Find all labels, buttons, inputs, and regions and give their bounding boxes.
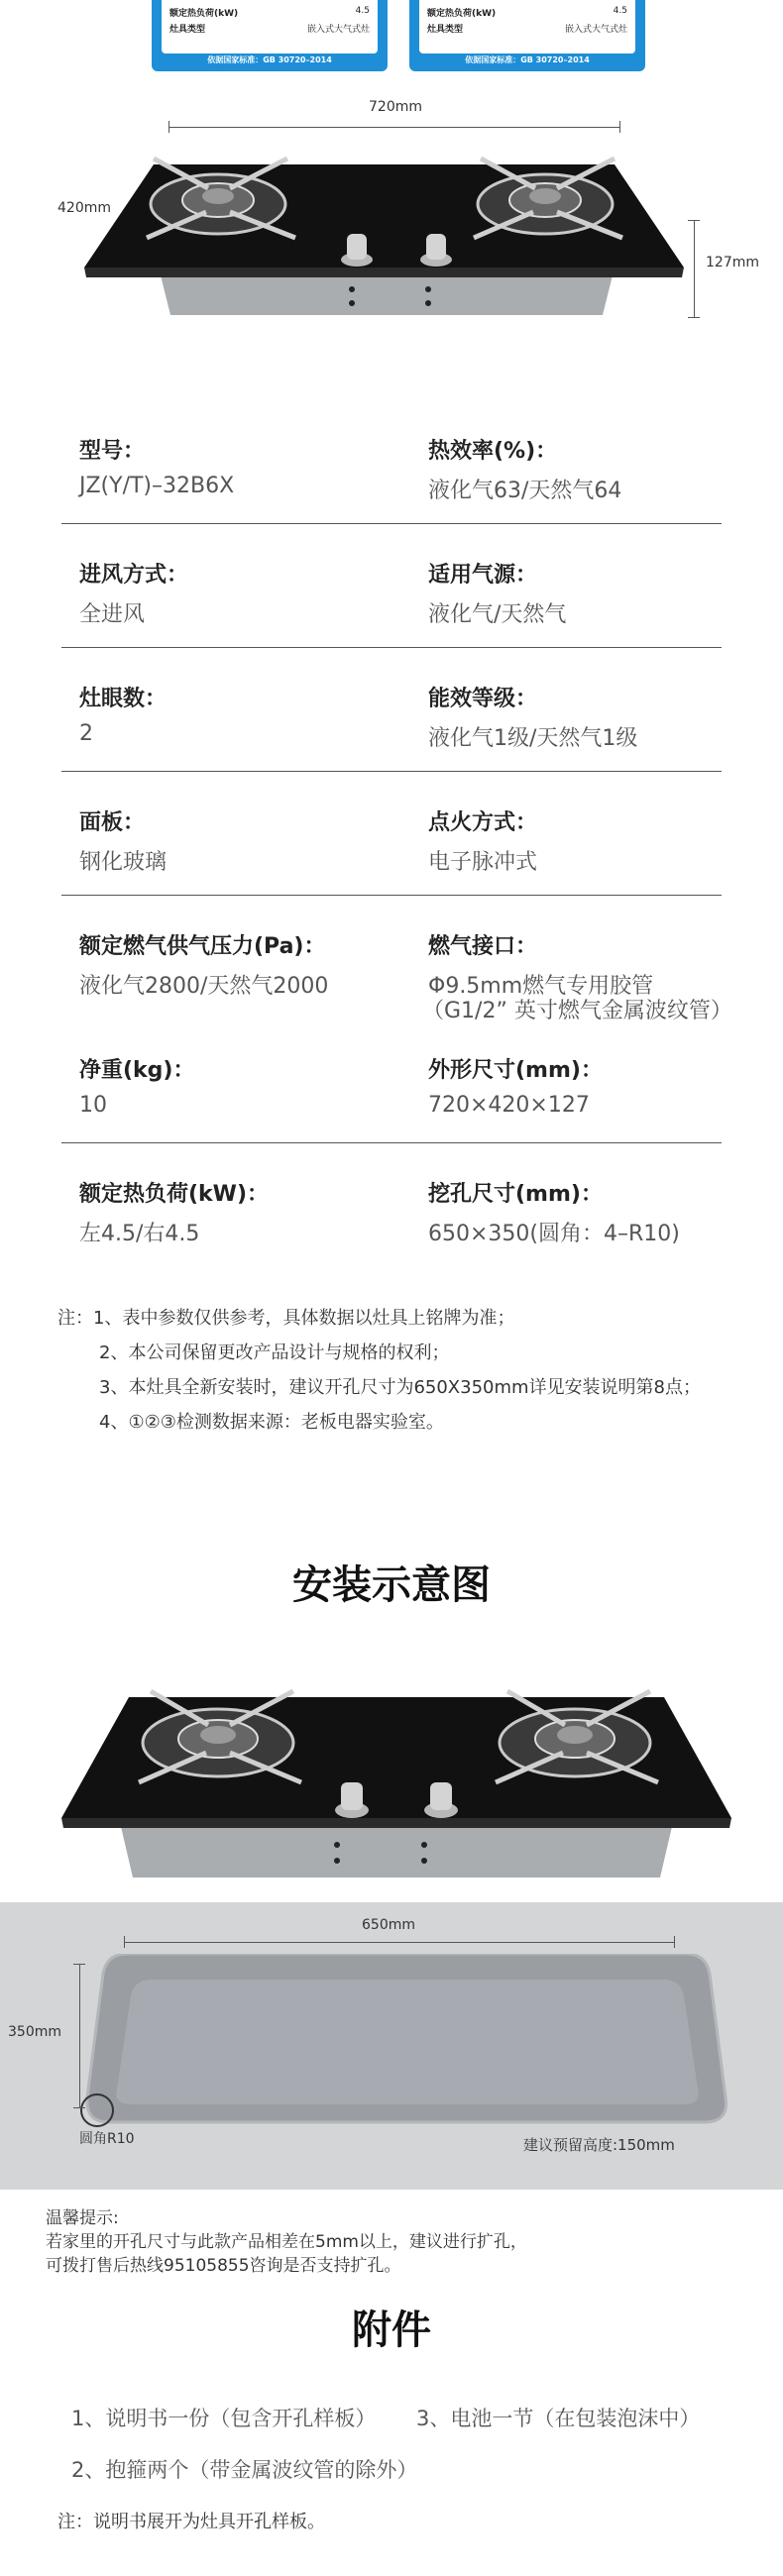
spec-label-pressure: 额定燃气供气压力(Pa)： bbox=[79, 934, 326, 959]
spec-value-gas-interface: Φ9.5mm燃气专用胶管 bbox=[428, 974, 654, 999]
label-row-name: 灶具类型 bbox=[427, 25, 464, 35]
label-row-value: 4.5 bbox=[613, 6, 627, 16]
energy-label-left bbox=[152, 0, 388, 71]
spec-divider bbox=[61, 895, 722, 896]
spec-label-burners: 灶眼数： bbox=[79, 687, 168, 711]
spec-value-gas-source: 液化气/天然气 bbox=[428, 602, 567, 627]
width-dimension-label: 720mm bbox=[369, 99, 422, 115]
accessory-item: 2、抱箍两个（带金属波纹管的除外） bbox=[71, 2458, 418, 2482]
accessory-item: 1、说明书一份（包含开孔样板） bbox=[71, 2407, 377, 2430]
cutout-depth-line bbox=[79, 1964, 80, 2107]
spec-value-pressure: 液化气2800/天然气2000 bbox=[79, 974, 329, 999]
stove-illustration bbox=[59, 139, 704, 327]
spec-label-air-intake: 进风方式： bbox=[79, 563, 189, 588]
label-row-value: 4.5 bbox=[355, 6, 370, 16]
note-line: 2、本公司保留更改产品设计与规格的权利； bbox=[99, 1342, 450, 1363]
spec-value-gas-interface-alt: （G1/2” 英寸燃气金属波纹管） bbox=[422, 999, 732, 1023]
spec-value-efficiency: 液化气63/天然气64 bbox=[428, 479, 622, 503]
energy-label-body bbox=[162, 0, 378, 54]
cutout-width-line bbox=[124, 1942, 674, 1943]
spec-value-dimensions: 720×420×127 bbox=[428, 1093, 590, 1118]
label-row-name: 额定热负荷(kW) bbox=[169, 9, 239, 19]
label-row bbox=[427, 22, 627, 35]
spec-value-burners: 2 bbox=[79, 721, 93, 746]
spec-value-heat-load: 左4.5/右4.5 bbox=[79, 1222, 200, 1246]
spec-label-ignition: 点火方式： bbox=[428, 810, 538, 835]
dimension-tick bbox=[124, 1936, 125, 1948]
dimension-tick bbox=[168, 121, 169, 133]
spec-value-weight: 10 bbox=[79, 1093, 107, 1118]
label-row bbox=[169, 22, 370, 35]
cutout-hole bbox=[79, 1954, 733, 2127]
note-line: 4、①②③检测数据来源：老板电器实验室。 bbox=[99, 1412, 444, 1433]
corner-radius-label: 圆角R10 bbox=[79, 2131, 135, 2147]
dimension-tick bbox=[619, 121, 620, 133]
spec-value-ignition: 电子脉冲式 bbox=[428, 850, 538, 875]
energy-label-right bbox=[409, 0, 645, 71]
spec-divider bbox=[61, 771, 722, 772]
dimension-tick bbox=[674, 1936, 675, 1948]
spec-label-gas-source: 适用气源： bbox=[428, 563, 538, 588]
note-line: 注：1、表中参数仅供参考，具体数据以灶具上铭牌为准； bbox=[57, 1308, 515, 1329]
glass-edge bbox=[61, 1818, 731, 1828]
dimension-tick bbox=[73, 1964, 85, 1965]
label-row-value: 嵌入式大气式灶 bbox=[306, 25, 370, 35]
install-title: 安装示意图 bbox=[292, 1562, 491, 1608]
height-dimension-label: 127mm bbox=[706, 255, 759, 270]
spec-divider bbox=[61, 1142, 722, 1143]
spec-label-energy-grade: 能效等级： bbox=[428, 687, 538, 711]
spec-value-energy-grade: 液化气1级/天然气1级 bbox=[428, 726, 638, 751]
cutout-depth-label: 350mm bbox=[8, 2024, 61, 2040]
accessories-title: 附件 bbox=[352, 2308, 431, 2353]
spec-value-air-intake: 全进风 bbox=[79, 602, 146, 627]
dimension-tick bbox=[73, 2107, 85, 2108]
cutout-width-label: 650mm bbox=[362, 1917, 415, 1933]
reserve-height-label: 建议预留高度:150mm bbox=[523, 2136, 675, 2154]
width-dimension-line bbox=[168, 127, 619, 128]
spec-divider bbox=[61, 523, 722, 524]
spec-label-weight: 净重(kg)： bbox=[79, 1058, 195, 1083]
spec-label-model: 型号： bbox=[79, 439, 146, 464]
label-standard: 依据国家标准：GB 30720–2014 bbox=[207, 55, 332, 64]
spec-label-dimensions: 外形尺寸(mm)： bbox=[428, 1058, 603, 1083]
depth-dimension-label: 420mm bbox=[57, 200, 111, 216]
label-row-value: 嵌入式大气式灶 bbox=[564, 25, 627, 35]
spec-divider bbox=[61, 647, 722, 648]
spec-label-efficiency: 热效率(%)： bbox=[428, 439, 558, 464]
spec-label-gas-interface: 燃气接口： bbox=[428, 934, 538, 959]
spec-label-panel: 面板： bbox=[79, 810, 146, 835]
note-line: 3、本灶具全新安装时，建议开孔尺寸为650X350mm详见安装说明第8点； bbox=[99, 1377, 702, 1398]
label-row-name: 灶具类型 bbox=[169, 25, 206, 35]
warm-tip-title: 温馨提示: bbox=[46, 2208, 119, 2228]
label-row-name: 额定热负荷(kW) bbox=[427, 9, 497, 19]
spec-value-model: JZ(Y/T)–32B6X bbox=[79, 474, 235, 498]
spec-value-panel: 钢化玻璃 bbox=[79, 850, 168, 875]
spec-label-cutout: 挖孔尺寸(mm)： bbox=[428, 1182, 603, 1207]
warm-tip-line: 若家里的开孔尺寸与此款产品相差在5mm以上，建议进行扩孔， bbox=[46, 2232, 527, 2252]
warm-tip-line: 可拨打售后热线95105855咨询是否支持扩孔。 bbox=[46, 2256, 401, 2276]
accessory-item: 3、电池一节（在包装泡沫中） bbox=[416, 2407, 701, 2430]
label-standard: 依据国家标准：GB 30720–2014 bbox=[465, 55, 590, 64]
energy-label-body bbox=[419, 0, 635, 54]
spec-value-cutout: 650×350(圆角：4–R10) bbox=[428, 1222, 680, 1246]
label-row bbox=[427, 6, 627, 19]
glass-edge bbox=[84, 268, 684, 277]
spec-label-heat-load: 额定热负荷(kW)： bbox=[79, 1182, 270, 1207]
accessories-note: 注：说明书展开为灶具开孔样板。 bbox=[57, 2512, 325, 2532]
label-row bbox=[169, 6, 370, 19]
install-stove-illustration bbox=[59, 1669, 733, 1878]
